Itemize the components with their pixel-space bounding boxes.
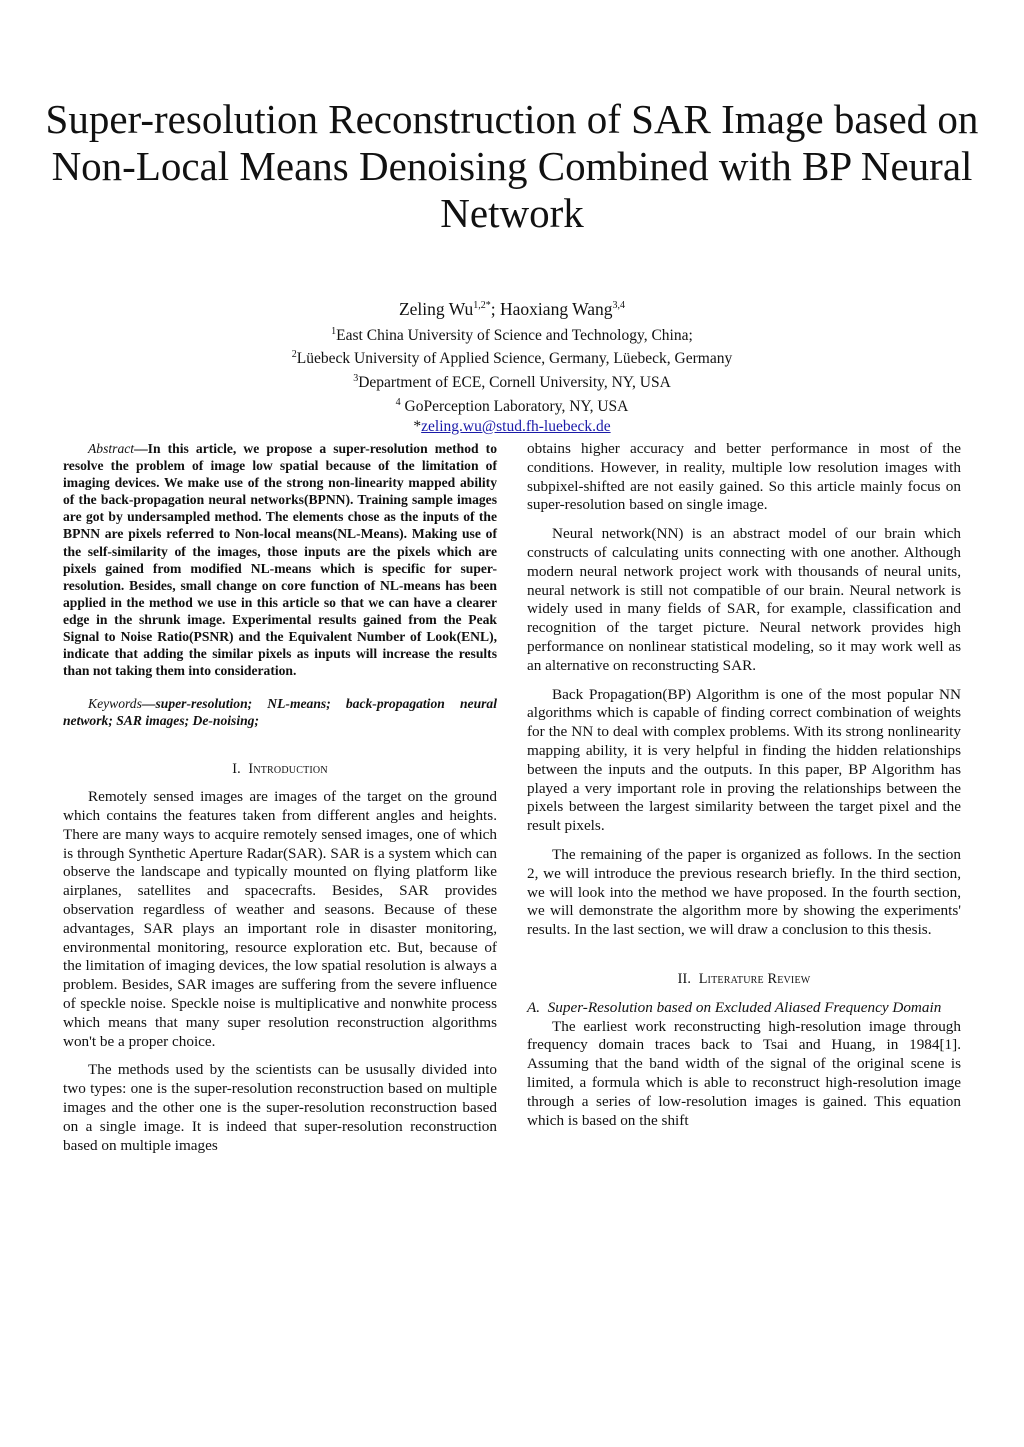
- author-separator: ;: [490, 298, 501, 319]
- subsection-title: Super-Resolution based on Excluded Aliased Frequency Domain: [547, 998, 942, 1016]
- author-block: [200, 296, 824, 437]
- section-number: I.: [232, 760, 241, 777]
- author-superscript: 1,2*: [473, 300, 491, 311]
- abstract-lead: Abstract: [88, 441, 135, 456]
- body-paragraph: Neural network(NN) is an abstract model of our brain which constructs of calculating units connecting with one another. Although modern neural network project work with thousands of neural units, neural network is still not compatible of our brain. Neural network is widely used in many fields of SAR, for example, classification and recognition of the target picture. Neural network provides high performance on nonlinear statistical modeling, so it may work well as an alternative on reconstructing SAR.: [527, 525, 961, 674]
- left-column: [63, 440, 497, 1155]
- keywords-dash: —: [141, 696, 156, 712]
- affiliation-text: Lüebeck University of Applied Science, Germany, Lüebeck, Germany: [296, 350, 733, 368]
- email-marker: *: [413, 417, 422, 435]
- body-paragraph: Back Propagation(BP) Algorithm is one of the most popular NN algorithms which is capable of finding correct combination of weights for the NN to deal with complex problems. With its strong nonlinearity mapping ability, it is very helpful in finding the hidden relationships between the inputs and the outputs. In this paper, BP Algorithm has played a very important role in proving the relationships between the pixels between the largest similarity between the target pixel and the result pixels.: [527, 685, 961, 835]
- keywords: [63, 695, 497, 729]
- section-heading-introduction: [63, 760, 497, 779]
- intro-paragraph: The methods used by the scientists can be ususally divided into two types: one is the super-resolution reconstruction based on multiple images and the other one is the super-resolution reconstruction based on a single image. It is indeed that super-resolution reconstruction based on multiple images: [63, 1061, 497, 1154]
- affiliation-mark: 4: [395, 397, 401, 409]
- affiliation-text: East China University of Science and Technology, China;: [336, 326, 693, 344]
- affiliation-mark: 2: [291, 349, 297, 361]
- affiliation: [200, 369, 824, 393]
- section-title: Literature Review: [698, 970, 811, 987]
- body-paragraph: The remaining of the paper is organized as follows. In the section 2, we will introduce the previous research briefly. In the third section, we will look into the method we have proposed. In the fourth section, we will demonstrate the algorithm more by showing the experiments' results. In the last section, we will draw a conclusion to this thesis.: [527, 845, 961, 939]
- abstract-text: In this article, we propose a super-resolution method to resolve the problem of image low spatial because of the limitation of imaging devices. We make use of the strong non-linearity mapped ability of the back-propagation neural networks(BPNN). Training sample images are got by undersampled method. The elements chose as the inputs of the BPNN are pixels referred to Non-local means(NL-Means). Making use of the self-similarity of the images, those inputs are the pixels which are pixels gained from modified NL-means which is specific for super-resolution. Besides, small change on core function of NL-means has been applied in the method we use in this article so that we can have a clearer edge in the shrunk image. Experimental results gained from the Peak Signal to Noise Ratio(PSNR) and the Equivalent Number of Look(ENL), indicate that adding the similar pixels as inputs will increase the results than not taking them into consideration.: [63, 441, 497, 679]
- section-heading-literature-review: [527, 970, 961, 989]
- subsection-number: A.: [527, 998, 541, 1016]
- author-superscript: 3,4: [612, 300, 626, 311]
- affiliation-text: GoPerception Laboratory, NY, USA: [400, 398, 629, 416]
- affiliation: [200, 393, 824, 417]
- paper-title: Super-resolution Reconstruction of SAR Image based on Non-Local Means Denoising Combined with BP Neural Network: [45, 96, 979, 236]
- abstract-dash: —: [134, 441, 148, 456]
- right-column: [527, 440, 961, 1130]
- body-paragraph: obtains higher accuracy and better performance in most of the conditions. However, in reality, multiple low resolution images with subpixel-shifted are not easily gained. So this article mainly focus on super-resolution based on single image.: [527, 440, 961, 514]
- affiliation-mark: 1: [331, 325, 337, 337]
- author-name: Zeling Wu: [398, 298, 474, 319]
- author-names: [200, 296, 824, 320]
- abstract: [63, 440, 497, 679]
- affiliation: [200, 345, 824, 369]
- affiliation: [200, 322, 824, 346]
- subsection-heading: [527, 999, 961, 1018]
- affiliation-text: Department of ECE, Cornell University, NY, USA: [358, 374, 671, 392]
- keywords-lead: Keywords: [88, 696, 142, 712]
- section-number: II.: [677, 970, 692, 987]
- intro-paragraph: Remotely sensed images are images of the target on the ground which contains the features taken from different angles and heights. There are many ways to acquire remotely sensed images, one of which is through Synthetic Aperture Radar(SAR). SAR is a system which can observe the landscape and typically mounted on flying platform like airplanes, satellites and spacecrafts. Besides, SAR provides observation regardless of weather and seasons. Because of these advantages, SAR plays an important role in disaster monitoring, environmental monitoring, resource exploration etc. But, because of the limitation of imaging devices, the low spatial resolution is always a problem. Besides, SAR images are suffering from the severe influence of speckle noise. Speckle noise is multiplicative and nonwhite process which means that many super resolution reconstruction algorithms won't be a proper choice.: [63, 788, 497, 1050]
- author-name: Haoxiang Wang: [500, 298, 613, 319]
- contact-email: [200, 417, 824, 437]
- email-link[interactable]: zeling.wu@stud.fh-luebeck.de: [421, 417, 611, 435]
- affiliation-mark: 3: [353, 373, 359, 385]
- body-paragraph: The earliest work reconstructing high-resolution image through frequency domain traces back to Tsai and Huang, in 1984[1]. Assuming that the band width of the signal of the original scene is limited, a formula which is able to reconstruct high-resolution image through a series of low-resolution images is gained. This equation which is based on the shift: [527, 1017, 961, 1129]
- keywords-text: super-resolution; NL-means; back-propagation neural network; SAR images; De-noising;: [63, 696, 497, 729]
- section-title: Introduction: [248, 760, 328, 777]
